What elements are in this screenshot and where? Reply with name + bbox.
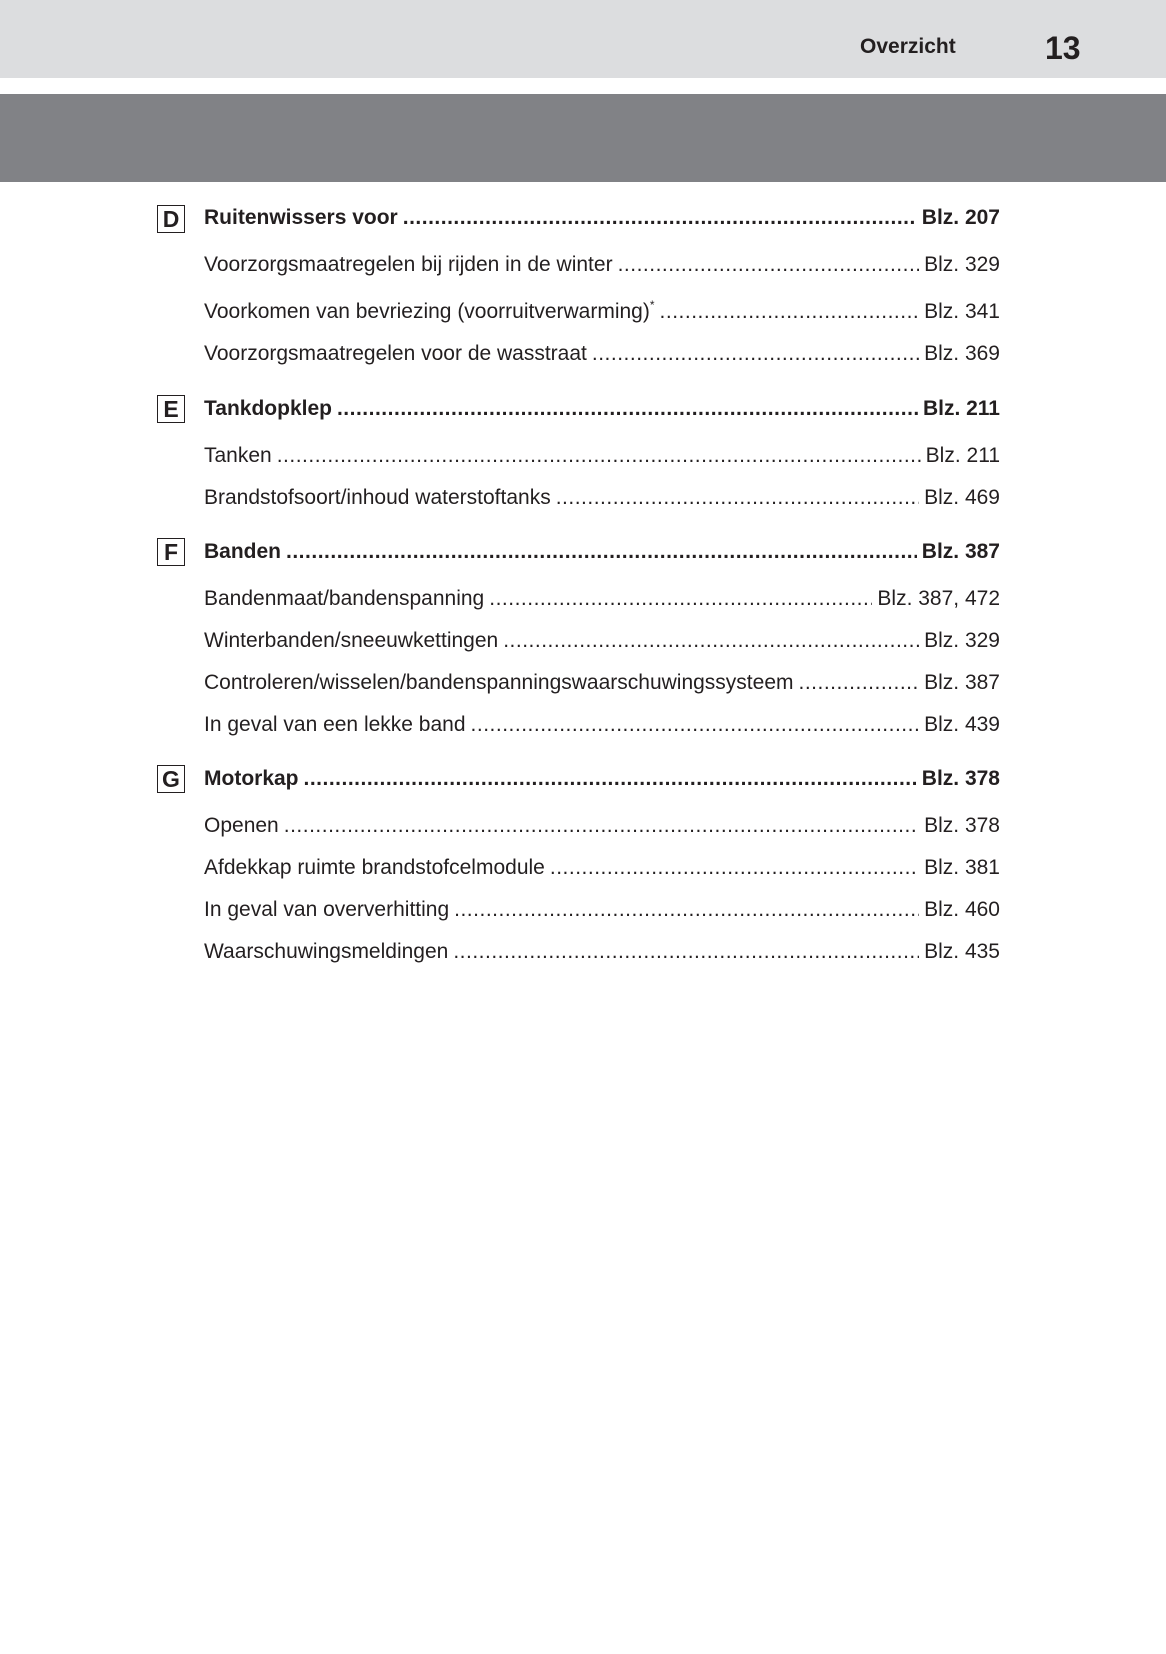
section-letter-f: F <box>157 538 185 566</box>
entry-label: Bandenmaat/bandenspanning <box>204 587 485 610</box>
dot-leader <box>592 342 919 366</box>
toc-sub-entry[interactable] <box>204 898 1000 926</box>
entry-page: Blz. 329 <box>924 253 1000 276</box>
entry-label: Voorkomen van bevriezing (voorruitverwarming)* <box>204 300 655 323</box>
dot-leader <box>618 253 920 277</box>
entry-label: In geval van een lekke band <box>204 713 466 736</box>
entry-page: Blz. 469 <box>924 486 1000 509</box>
dot-leader <box>503 629 919 653</box>
toc-sub-entry[interactable] <box>204 671 1000 699</box>
dot-leader <box>403 206 917 230</box>
entry-page: Blz. 329 <box>924 629 1000 652</box>
entry-label: In geval van oververhitting <box>204 898 450 921</box>
toc-main-entry[interactable] <box>204 540 1000 568</box>
dot-leader <box>337 397 918 421</box>
entry-page: Blz. 378 <box>924 814 1000 837</box>
entry-label: Winterbanden/sneeuwkettingen <box>204 629 499 652</box>
toc-sub-entry[interactable] <box>204 713 1000 741</box>
toc-main-entry[interactable] <box>204 397 1000 425</box>
entry-label: Voorzorgsmaatregelen voor de wasstraat <box>204 342 587 365</box>
header-bar <box>0 0 1166 78</box>
dot-leader <box>284 814 919 838</box>
toc-sub-entry[interactable] <box>204 587 1000 615</box>
toc-sub-entry[interactable] <box>204 856 1000 884</box>
dot-leader <box>471 713 920 737</box>
toc-sub-entry[interactable] <box>204 300 1000 328</box>
entry-page: Blz. 369 <box>924 342 1000 365</box>
entry-label: Ruitenwissers voor <box>204 206 398 229</box>
dot-leader <box>660 300 920 324</box>
dot-leader <box>286 540 917 564</box>
entry-page: Blz. 387 <box>924 671 1000 694</box>
dot-leader <box>277 444 921 468</box>
entry-page: Blz. 207 <box>921 206 1000 229</box>
entry-label: Motorkap <box>204 767 299 790</box>
dot-leader <box>453 940 919 964</box>
header-divider <box>0 78 1166 80</box>
dot-leader <box>304 767 917 791</box>
toc-sub-entry[interactable] <box>204 444 1000 472</box>
entry-label: Openen <box>204 814 279 837</box>
page-number: 13 <box>1045 30 1081 66</box>
dot-leader <box>556 486 919 510</box>
footnote-marker: * <box>649 300 655 312</box>
header-band <box>0 94 1166 182</box>
toc-sub-entry[interactable] <box>204 940 1000 968</box>
entry-label: Voorzorgsmaatregelen bij rijden in de winter <box>204 253 613 276</box>
entry-label: Banden <box>204 540 282 563</box>
entry-label: Tanken <box>204 444 272 467</box>
toc-main-entry[interactable] <box>204 767 1000 795</box>
entry-page: Blz. 435 <box>924 940 1000 963</box>
toc-sub-entry[interactable] <box>204 342 1000 370</box>
entry-page: Blz. 211 <box>922 397 1000 420</box>
dot-leader <box>489 587 872 611</box>
section-title: Overzicht <box>860 35 956 58</box>
section-letter-g: G <box>157 765 185 793</box>
entry-page: Blz. 387, 472 <box>877 587 1000 610</box>
entry-page: Blz. 381 <box>924 856 1000 879</box>
toc-sub-entry[interactable] <box>204 253 1000 281</box>
entry-page: Blz. 378 <box>921 767 1000 790</box>
entry-label: Brandstofsoort/inhoud waterstoftanks <box>204 486 551 509</box>
dot-leader <box>454 898 919 922</box>
entry-label: Controleren/wisselen/bandenspanningswaarschuwingssysteem <box>204 671 794 694</box>
section-letter-d: D <box>157 205 185 233</box>
entry-page: Blz. 387 <box>921 540 1000 563</box>
dot-leader <box>799 671 920 695</box>
dot-leader <box>550 856 919 880</box>
toc-sub-entry[interactable] <box>204 814 1000 842</box>
toc-main-entry[interactable] <box>204 206 1000 234</box>
entry-label: Waarschuwingsmeldingen <box>204 940 449 963</box>
entry-label: Afdekkap ruimte brandstofcelmodule <box>204 856 545 879</box>
toc-sub-entry[interactable] <box>204 486 1000 514</box>
entry-label: Tankdopklep <box>204 397 332 420</box>
entry-page: Blz. 460 <box>924 898 1000 921</box>
entry-page: Blz. 439 <box>924 713 1000 736</box>
entry-page: Blz. 211 <box>925 444 1000 467</box>
entry-page: Blz. 341 <box>924 300 1000 323</box>
toc-sub-entry[interactable] <box>204 629 1000 657</box>
section-letter-e: E <box>157 395 185 423</box>
